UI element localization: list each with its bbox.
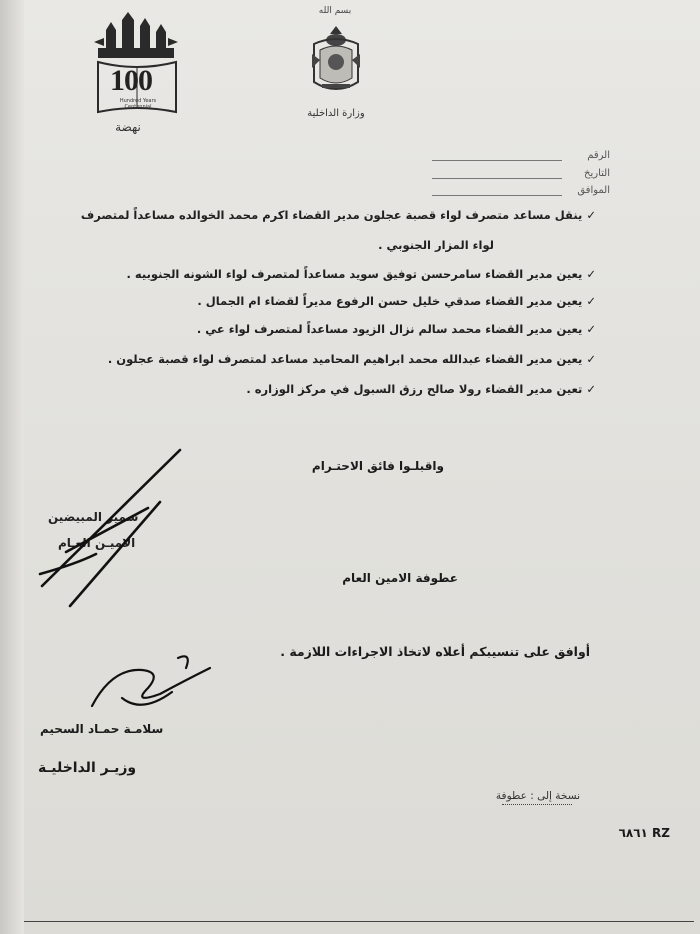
meta-corresponding-line	[432, 195, 562, 196]
copy-to: نسخة إلى : عطوفة	[495, 790, 580, 802]
checkmark-icon: ✓	[586, 322, 596, 336]
minister-name: سلامـة حمـاد السحيم	[40, 722, 164, 736]
checkmark-icon: ✓	[586, 294, 596, 308]
ministry-name: وزارة الداخلية	[307, 108, 365, 119]
checkmark-icon: ✓	[586, 267, 596, 281]
body-line-text: يعين مدير القضاء محمد سالم نزال الزيود مساعداً لمتصرف لواء عي .	[196, 322, 583, 336]
attention-line: عطوفة الامين العام	[342, 571, 458, 585]
body-line-text: ينقل مساعد متصرف لواء قصبة عجلون مدير القضاء اكرم محمد الخوالده مساعداً لمتصرف	[80, 208, 583, 222]
meta-number-field	[450, 150, 610, 161]
body-line-text: يعين مدير القضاء صدقي خليل حسن الرفوع مديراً لقضاء ام الجمال .	[197, 294, 583, 308]
body-line-text: يعين مدير القضاء عبدالله محمد ابراهيم المحاميد مساعد لمتصرف لواء قصبة عجلون .	[107, 352, 583, 366]
body-line-text: تعين مدير القضاء رولا صالح رزق السبول في مركز الوزاره .	[246, 382, 583, 396]
secretary-signature-icon	[36, 448, 186, 608]
body-line	[36, 267, 596, 281]
approval-statement: أوافق على تنسيبكم أعلاه لاتخاذ الاجراءات اللازمة .	[280, 644, 590, 659]
reference-code: ٦٨٦١ RZ	[618, 826, 670, 840]
meta-number-label: الرقم	[587, 150, 610, 161]
minister-title: وزيـر الداخليـة	[38, 760, 137, 776]
body-line	[194, 238, 494, 252]
basmala: بسم الله	[318, 6, 352, 16]
national-emblem-icon	[308, 24, 364, 96]
body-line	[36, 294, 596, 308]
checkmark-icon: ✓	[586, 382, 596, 396]
closing-greeting: واقبلـوا فائق الاحتـرام	[311, 459, 444, 473]
centennial-subtitle: Hundred Years Centennial	[119, 98, 157, 110]
centennial-word: نهضة	[115, 120, 141, 134]
meta-corresponding-field	[450, 185, 610, 196]
body-line	[36, 382, 596, 396]
meta-corresponding-label: الموافق	[577, 185, 610, 196]
meta-date-field	[450, 168, 610, 179]
body-line	[36, 352, 596, 366]
footer-divider	[18, 921, 694, 922]
meta-date-line	[432, 178, 562, 179]
body-line-text: لواء المزار الجنوبي .	[378, 238, 494, 252]
body-line	[36, 208, 596, 222]
body-line-text: يعين مدير القضاء سامرحسن توفيق سويد مساعداً لمتصرف لواء الشونه الجنوبيه .	[126, 267, 583, 281]
meta-date-label: التاريخ	[584, 168, 610, 179]
centennial-number: 100	[110, 64, 152, 97]
centennial-logo	[92, 12, 184, 137]
secretary-title: الاميـن العـام	[58, 536, 136, 550]
copy-to-line	[502, 804, 572, 805]
secretary-name: سمير المبيضين	[48, 510, 139, 524]
minister-signature-icon	[82, 648, 222, 718]
checkmark-icon: ✓	[586, 208, 596, 222]
body-line	[36, 322, 596, 336]
checkmark-icon: ✓	[586, 352, 596, 366]
meta-number-line	[432, 160, 562, 161]
